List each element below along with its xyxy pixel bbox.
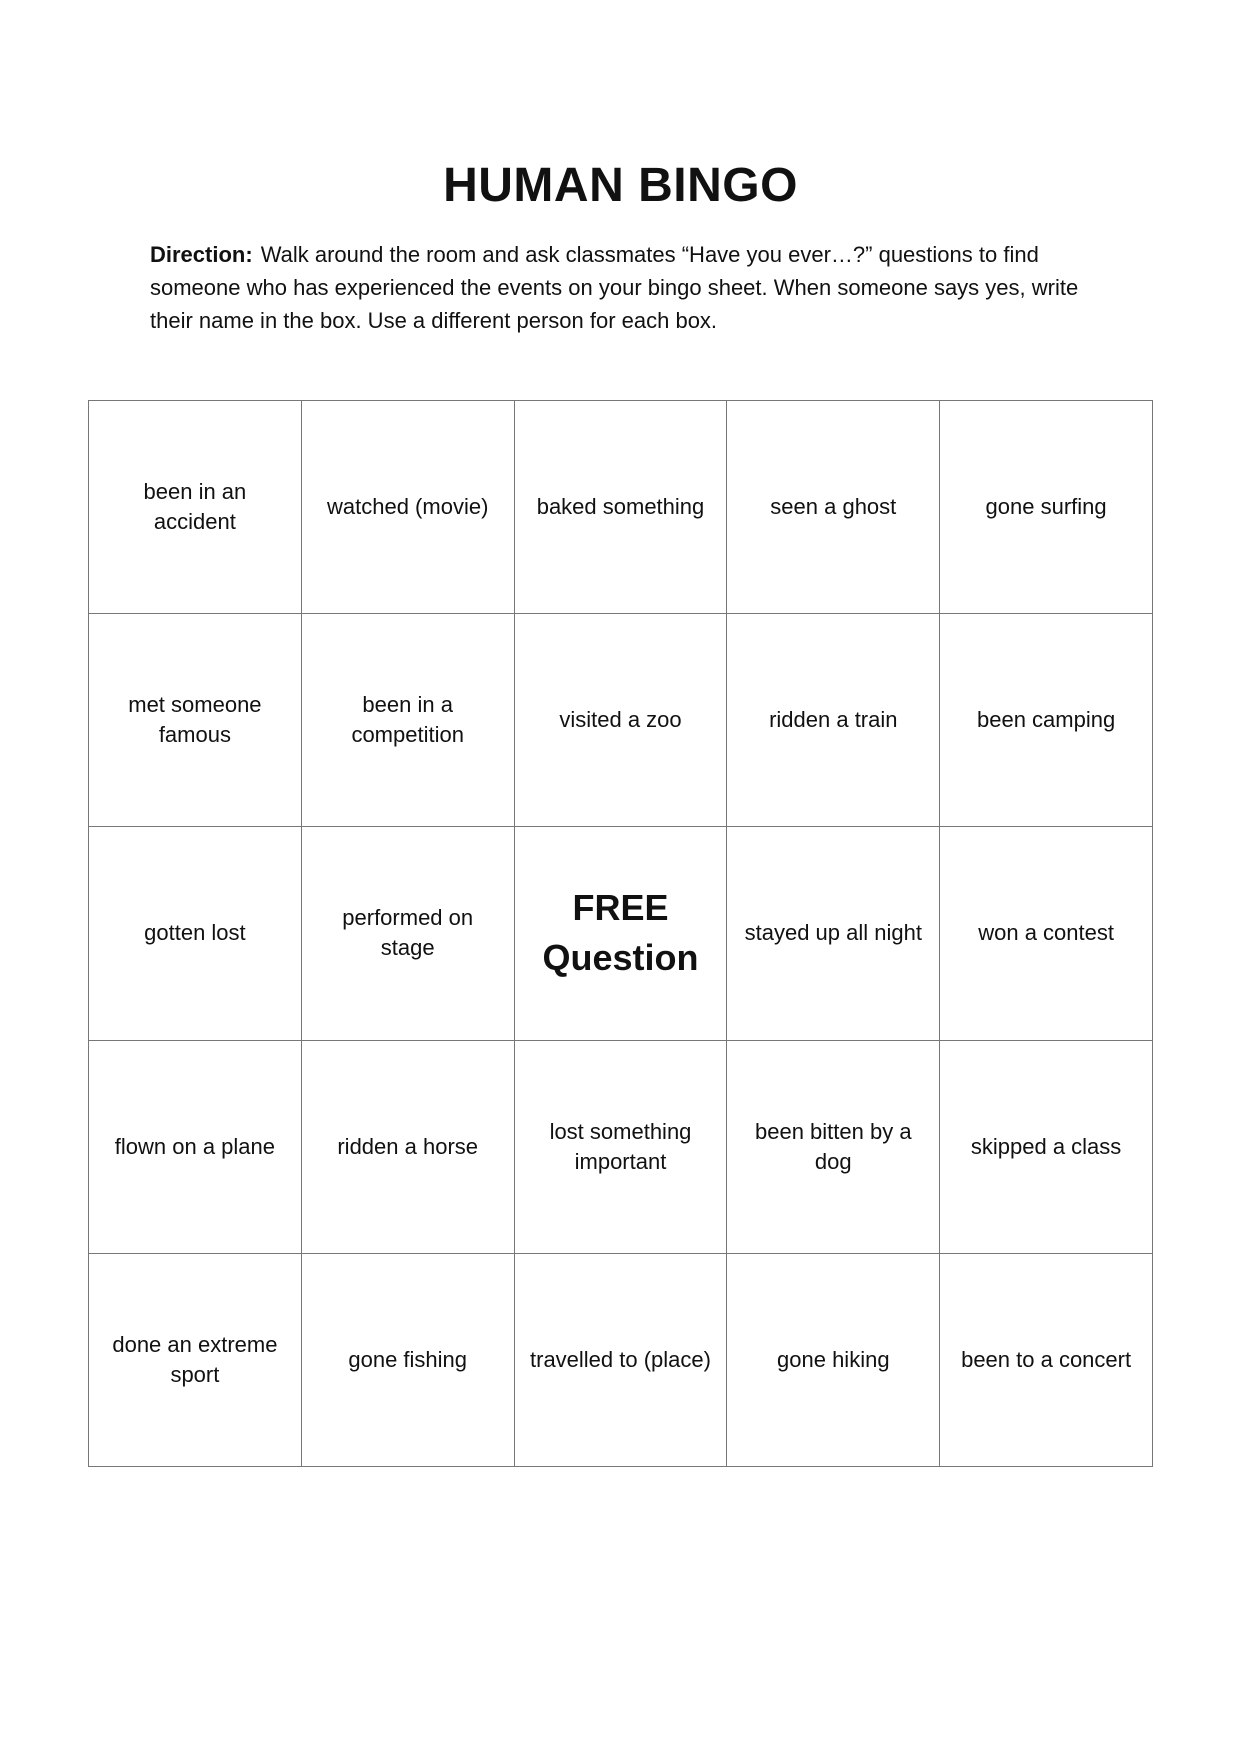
bingo-cell[interactable]: flown on a plane [89,1041,302,1254]
bingo-cell[interactable]: won a contest [940,827,1153,1040]
bingo-cell[interactable]: skipped a class [940,1041,1153,1254]
bingo-cell[interactable]: visited a zoo [515,614,728,827]
bingo-cell[interactable]: baked something [515,401,728,614]
bingo-cell[interactable]: gotten lost [89,827,302,1040]
bingo-cell[interactable]: ridden a train [727,614,940,827]
bingo-cell[interactable]: been bitten by a dog [727,1041,940,1254]
bingo-cell[interactable]: seen a ghost [727,401,940,614]
bingo-cell[interactable]: been in a competition [302,614,515,827]
bingo-cell[interactable]: been in an accident [89,401,302,614]
bingo-cell[interactable]: met someone famous [89,614,302,827]
bingo-grid [88,400,1153,1467]
direction-paragraph [150,238,1090,337]
free-question-cell[interactable]: FREE Question [515,827,728,1040]
bingo-cell[interactable]: gone fishing [302,1254,515,1467]
bingo-cell[interactable]: been camping [940,614,1153,827]
bingo-cell[interactable]: gone hiking [727,1254,940,1467]
bingo-cell[interactable]: ridden a horse [302,1041,515,1254]
bingo-cell[interactable]: performed on stage [302,827,515,1040]
bingo-cell[interactable]: stayed up all night [727,827,940,1040]
bingo-cell[interactable]: done an extreme sport [89,1254,302,1467]
bingo-cell[interactable]: gone surfing [940,401,1153,614]
direction-text: Walk around the room and ask classmates “Have you ever…?” questions to find someone who has experienced the events on your bingo sheet. When someone says yes, write their name in the box. Use a different person for each box. [150,242,1079,333]
page-title: HUMAN BINGO [443,159,798,212]
bingo-cell[interactable]: watched (movie) [302,401,515,614]
bingo-cell[interactable]: been to a concert [940,1254,1153,1467]
bingo-cell[interactable]: travelled to (place) [515,1254,728,1467]
direction-label: Direction: [150,242,253,267]
bingo-cell[interactable]: lost something important [515,1041,728,1254]
